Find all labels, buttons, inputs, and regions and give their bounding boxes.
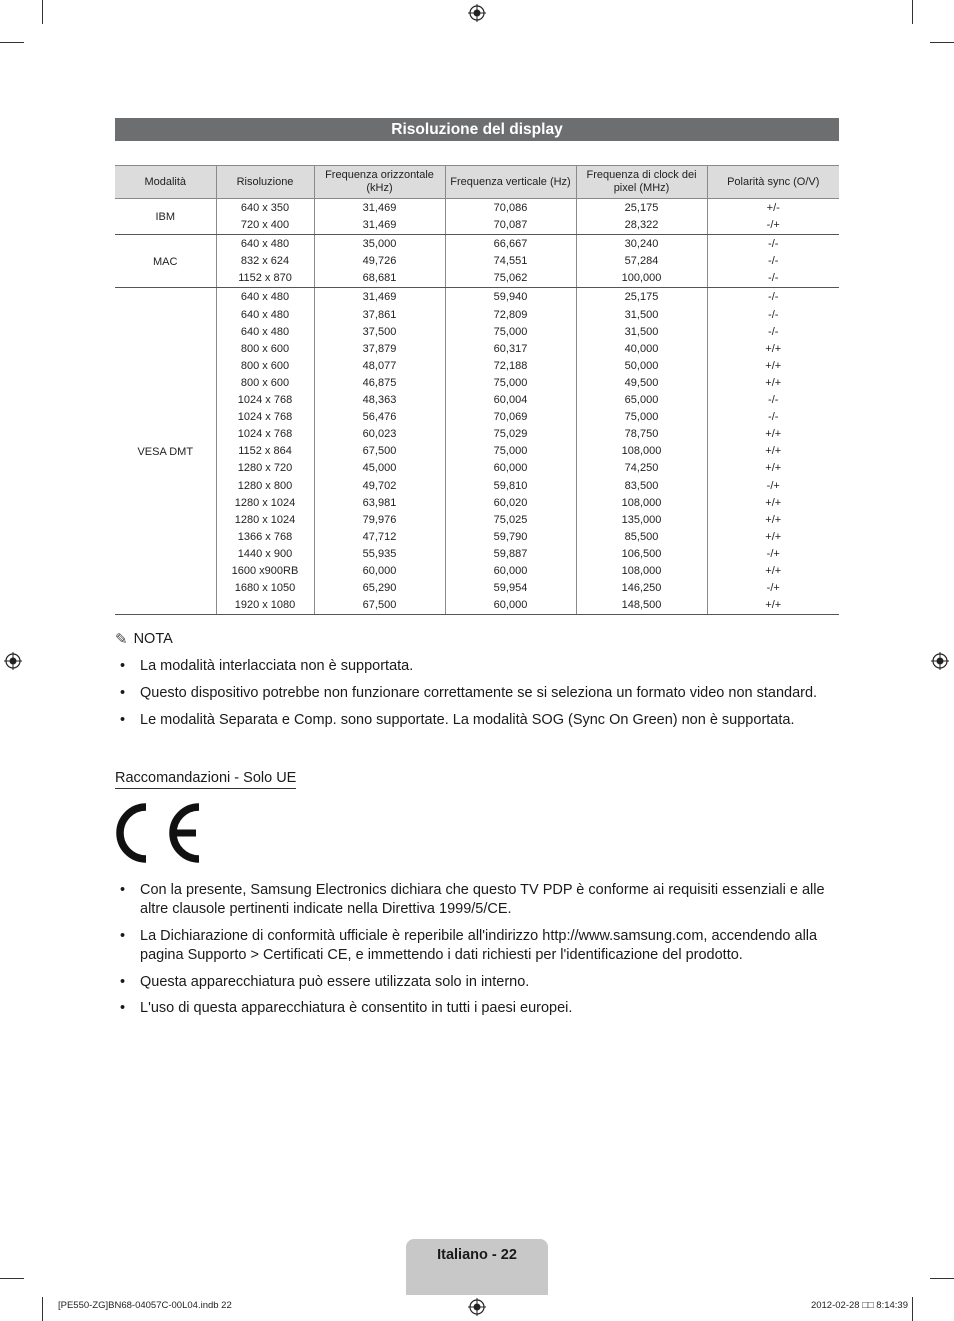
- horizontal-frequency-cell: 65,290: [362, 582, 397, 595]
- vertical-frequency-cell: 60,000: [493, 564, 528, 577]
- pixel-clock-cell-column: [576, 199, 707, 235]
- vertical-frequency-cell: 59,810: [493, 479, 528, 492]
- horizontal-frequency-cell: 31,469: [362, 202, 397, 214]
- table-row: [115, 288, 839, 615]
- vertical-frequency-cell: 60,004: [493, 394, 528, 407]
- resolution-cell: 1024 x 768: [237, 428, 293, 441]
- mode-cell: VESA DMT: [115, 288, 216, 615]
- sync-polarity-cell: +/+: [765, 496, 782, 509]
- horizontal-frequency-cell: 49,702: [362, 479, 397, 492]
- resolution-cell-column: [216, 288, 314, 615]
- sync-polarity-cell: -/-: [768, 255, 779, 268]
- column-header: Frequenza di clock dei pixel (MHz): [576, 166, 707, 199]
- sync-polarity-cell: +/-: [766, 202, 780, 214]
- sync-polarity-cell-column: [707, 235, 839, 288]
- list-item: • La Dichiarazione di conformità ufficiale è reperibile all'indirizzo http://www.samsung.com, accendendo alla pagina Supporto > Certificati CE, e immettendo i dati richiesti per l'identificazione del prodotto.: [115, 927, 839, 965]
- resolution-cell: 720 x 400: [240, 219, 290, 232]
- mode-group-vesa-dmt: [115, 288, 839, 615]
- resolution-cell: 640 x 480: [240, 308, 290, 321]
- horizontal-frequency-cell: 60,023: [362, 428, 397, 441]
- resolution-cell: 1680 x 1050: [234, 582, 296, 595]
- horizontal-frequency-cell: 63,981: [362, 496, 397, 509]
- crop-mark: [0, 1278, 24, 1279]
- pixel-clock-cell: 108,000: [621, 445, 662, 458]
- pixel-clock-cell: 148,500: [621, 599, 662, 612]
- resolution-cell: 640 x 480: [240, 238, 290, 251]
- horizontal-frequency-cell: 48,363: [362, 394, 397, 407]
- horizontal-frequency-cell-column: [314, 235, 445, 288]
- vertical-frequency-cell: 59,940: [493, 291, 528, 304]
- sync-polarity-cell: +/+: [765, 462, 782, 475]
- horizontal-frequency-cell-column: [314, 288, 445, 615]
- resolution-cell: 1280 x 720: [237, 462, 293, 475]
- vertical-frequency-cell: 75,000: [493, 325, 528, 338]
- vertical-frequency-cell: 72,809: [493, 308, 528, 321]
- sync-polarity-cell: +/+: [765, 445, 782, 458]
- horizontal-frequency-cell: 46,875: [362, 376, 397, 389]
- pixel-clock-cell: 85,500: [624, 530, 659, 543]
- horizontal-frequency-cell-column: [314, 199, 445, 235]
- table-header-row: [115, 166, 839, 199]
- horizontal-frequency-cell: 35,000: [362, 238, 397, 251]
- pixel-clock-cell: 49,500: [624, 376, 659, 389]
- column-header: Frequenza orizzontale (kHz): [314, 166, 445, 199]
- vertical-frequency-cell: 59,954: [493, 582, 528, 595]
- resolution-cell: 1024 x 768: [237, 411, 293, 424]
- sync-polarity-cell: -/+: [766, 582, 780, 595]
- vertical-frequency-cell: 72,188: [493, 359, 528, 372]
- resolution-cell-column: [216, 235, 314, 288]
- resolution-cell: 640 x 480: [240, 325, 290, 338]
- pixel-clock-cell-column: [576, 235, 707, 288]
- pixel-clock-cell: 108,000: [621, 564, 662, 577]
- vertical-frequency-cell: 75,000: [493, 376, 528, 389]
- list-item: • L'uso di questa apparecchiatura è consentito in tutti i paesi europei.: [115, 999, 839, 1018]
- resolution-cell: 640 x 350: [240, 202, 290, 214]
- vertical-frequency-cell: 60,000: [493, 599, 528, 612]
- resolution-cell: 1152 x 870: [238, 272, 292, 285]
- registration-mark-icon: [468, 4, 486, 22]
- horizontal-frequency-cell: 49,726: [362, 255, 397, 268]
- pixel-clock-cell: 57,284: [624, 255, 659, 268]
- horizontal-frequency-cell: 37,879: [362, 342, 397, 355]
- registration-mark-icon: [931, 652, 949, 670]
- vertical-frequency-cell: 75,000: [493, 445, 528, 458]
- recommendations-title: Raccomandazioni - Solo UE: [115, 770, 296, 789]
- pixel-clock-cell: 135,000: [621, 513, 662, 526]
- note-heading: [115, 630, 173, 648]
- vertical-frequency-cell: 60,020: [493, 496, 528, 509]
- resolution-cell: 800 x 600: [240, 376, 290, 389]
- table-row: [115, 199, 839, 235]
- horizontal-frequency-cell: 31,469: [362, 291, 397, 304]
- resolution-cell: 1366 x 768: [237, 530, 293, 543]
- page-number-tab: Italiano - 22: [406, 1239, 548, 1295]
- pixel-clock-cell: 25,175: [624, 202, 659, 214]
- registration-mark-icon: [4, 652, 22, 670]
- vertical-frequency-cell: 60,000: [493, 462, 528, 475]
- sync-polarity-cell: -/-: [768, 325, 779, 338]
- horizontal-frequency-cell: 37,861: [362, 308, 397, 321]
- resolution-cell: 1280 x 800: [237, 479, 293, 492]
- sync-polarity-cell: +/+: [765, 428, 782, 441]
- mode-cell: IBM: [115, 199, 216, 235]
- sync-polarity-cell: +/+: [765, 376, 782, 389]
- crop-mark: [0, 42, 24, 43]
- vertical-frequency-cell: 70,086: [493, 202, 528, 214]
- pixel-clock-cell: 146,250: [621, 582, 662, 595]
- sync-polarity-cell: -/-: [768, 291, 779, 304]
- vertical-frequency-cell: 59,790: [493, 530, 528, 543]
- crop-mark: [930, 42, 954, 43]
- pixel-clock-cell: 78,750: [624, 428, 659, 441]
- horizontal-frequency-cell: 60,000: [362, 564, 397, 577]
- vertical-frequency-cell-column: [445, 235, 576, 288]
- sync-polarity-cell: -/+: [766, 479, 780, 492]
- horizontal-frequency-cell: 67,500: [362, 445, 397, 458]
- vertical-frequency-cell: 70,087: [493, 219, 528, 232]
- pixel-clock-cell: 75,000: [624, 411, 659, 424]
- crop-mark: [42, 0, 43, 24]
- resolution-cell: 640 x 480: [240, 291, 290, 304]
- sync-polarity-cell-column: [707, 288, 839, 615]
- horizontal-frequency-cell: 68,681: [362, 272, 397, 285]
- vertical-frequency-cell-column: [445, 288, 576, 615]
- pixel-clock-cell-column: [576, 288, 707, 615]
- section-title: Risoluzione del display: [115, 118, 839, 141]
- vertical-frequency-cell: 70,069: [493, 411, 528, 424]
- vertical-frequency-cell: 60,317: [493, 342, 528, 355]
- vertical-frequency-cell: 75,029: [493, 428, 528, 441]
- horizontal-frequency-cell: 47,712: [362, 530, 397, 543]
- footer-file-info: [PE550-ZG]BN68-04057C-00L04.indb 22: [58, 1300, 232, 1311]
- sync-polarity-cell: -/+: [766, 219, 780, 232]
- horizontal-frequency-cell: 56,476: [362, 411, 397, 424]
- resolution-cell: 832 x 624: [240, 255, 290, 268]
- pixel-clock-cell: 31,500: [624, 308, 659, 321]
- sync-polarity-cell: -/+: [766, 547, 780, 560]
- pixel-clock-cell: 31,500: [624, 325, 659, 338]
- resolution-cell: 1440 x 900: [237, 547, 293, 560]
- mode-group-ibm: [115, 199, 839, 235]
- column-header: Risoluzione: [216, 166, 314, 199]
- resolution-cell: 1024 x 768: [237, 394, 293, 407]
- column-header: Polarità sync (O/V): [707, 166, 839, 199]
- sync-polarity-cell: +/+: [765, 564, 782, 577]
- sync-polarity-cell: -/-: [768, 308, 779, 321]
- pixel-clock-cell: 50,000: [624, 359, 659, 372]
- sync-polarity-cell: -/-: [768, 272, 779, 285]
- crop-mark: [930, 1278, 954, 1279]
- horizontal-frequency-cell: 37,500: [362, 325, 397, 338]
- vertical-frequency-cell: 74,551: [493, 255, 528, 268]
- sync-polarity-cell: +/+: [765, 513, 782, 526]
- resolution-cell: 1152 x 864: [238, 445, 292, 458]
- ce-mark-icon: [116, 803, 202, 863]
- resolution-cell-column: [216, 199, 314, 235]
- sync-polarity-cell-column: [707, 199, 839, 235]
- vertical-frequency-cell-column: [445, 199, 576, 235]
- pixel-clock-cell: 25,175: [624, 291, 659, 304]
- crop-mark: [42, 1297, 43, 1321]
- horizontal-frequency-cell: 67,500: [362, 599, 397, 612]
- sync-polarity-cell: +/+: [765, 342, 782, 355]
- list-item: • Questo dispositivo potrebbe non funzionare correttamente se si seleziona un formato video non standard.: [115, 684, 839, 703]
- list-item: • Con la presente, Samsung Electronics dichiara che questo TV PDP è conforme ai requisiti essenziali e alle altre clausole pertinenti indicate nella Direttiva 1999/5/CE.: [115, 881, 839, 919]
- vertical-frequency-cell: 59,887: [493, 547, 528, 560]
- note-label: NOTA: [133, 631, 173, 647]
- horizontal-frequency-cell: 31,469: [362, 219, 397, 232]
- vertical-frequency-cell: 75,025: [493, 513, 528, 526]
- mode-group-mac: [115, 235, 839, 288]
- registration-mark-icon: [468, 1298, 486, 1316]
- sync-polarity-cell: -/-: [768, 394, 779, 407]
- resolution-cell: 1920 x 1080: [234, 599, 296, 612]
- resolution-cell: 1600 x900RB: [231, 564, 299, 577]
- resolution-cell: 800 x 600: [240, 359, 290, 372]
- sync-polarity-cell: -/-: [768, 411, 779, 424]
- list-item: • La modalità interlacciata non è supportata.: [115, 657, 839, 676]
- pixel-clock-cell: 28,322: [624, 219, 659, 232]
- sync-polarity-cell: +/+: [765, 599, 782, 612]
- pixel-clock-cell: 40,000: [624, 342, 659, 355]
- column-header: Frequenza verticale (Hz): [445, 166, 576, 199]
- resolution-cell: 800 x 600: [240, 342, 290, 355]
- sync-polarity-cell: +/+: [765, 530, 782, 543]
- table-row: [115, 235, 839, 288]
- crop-mark: [912, 0, 913, 24]
- resolution-cell: 1280 x 1024: [234, 513, 296, 526]
- recommendations-list: [115, 881, 839, 1018]
- vertical-frequency-cell: 66,667: [493, 238, 528, 251]
- note-list: [115, 657, 839, 730]
- sync-polarity-cell: +/+: [765, 359, 782, 372]
- pixel-clock-cell: 65,000: [624, 394, 659, 407]
- horizontal-frequency-cell: 55,935: [362, 547, 397, 560]
- footer-timestamp: 2012-02-28 □□ 8:14:39: [810, 1300, 908, 1311]
- horizontal-frequency-cell: 79,976: [362, 513, 397, 526]
- pixel-clock-cell: 106,500: [621, 547, 662, 560]
- list-item: • Le modalità Separata e Comp. sono supportate. La modalità SOG (Sync On Green) non è supportata.: [115, 711, 839, 730]
- pencil-icon: ✎: [115, 631, 128, 648]
- pixel-clock-cell: 83,500: [624, 479, 659, 492]
- column-header: Modalità: [115, 166, 216, 199]
- vertical-frequency-cell: 75,062: [493, 272, 528, 285]
- crop-mark: [912, 1297, 913, 1321]
- pixel-clock-cell: 30,240: [624, 238, 659, 251]
- resolution-table: [115, 165, 839, 615]
- horizontal-frequency-cell: 45,000: [362, 462, 397, 475]
- resolution-cell: 1280 x 1024: [234, 496, 296, 509]
- pixel-clock-cell: 74,250: [624, 462, 659, 475]
- sync-polarity-cell: -/-: [768, 238, 779, 251]
- mode-cell: MAC: [115, 235, 216, 288]
- horizontal-frequency-cell: 48,077: [362, 359, 397, 372]
- pixel-clock-cell: 100,000: [621, 272, 662, 285]
- list-item: • Questa apparecchiatura può essere utilizzata solo in interno.: [115, 973, 839, 992]
- pixel-clock-cell: 108,000: [621, 496, 662, 509]
